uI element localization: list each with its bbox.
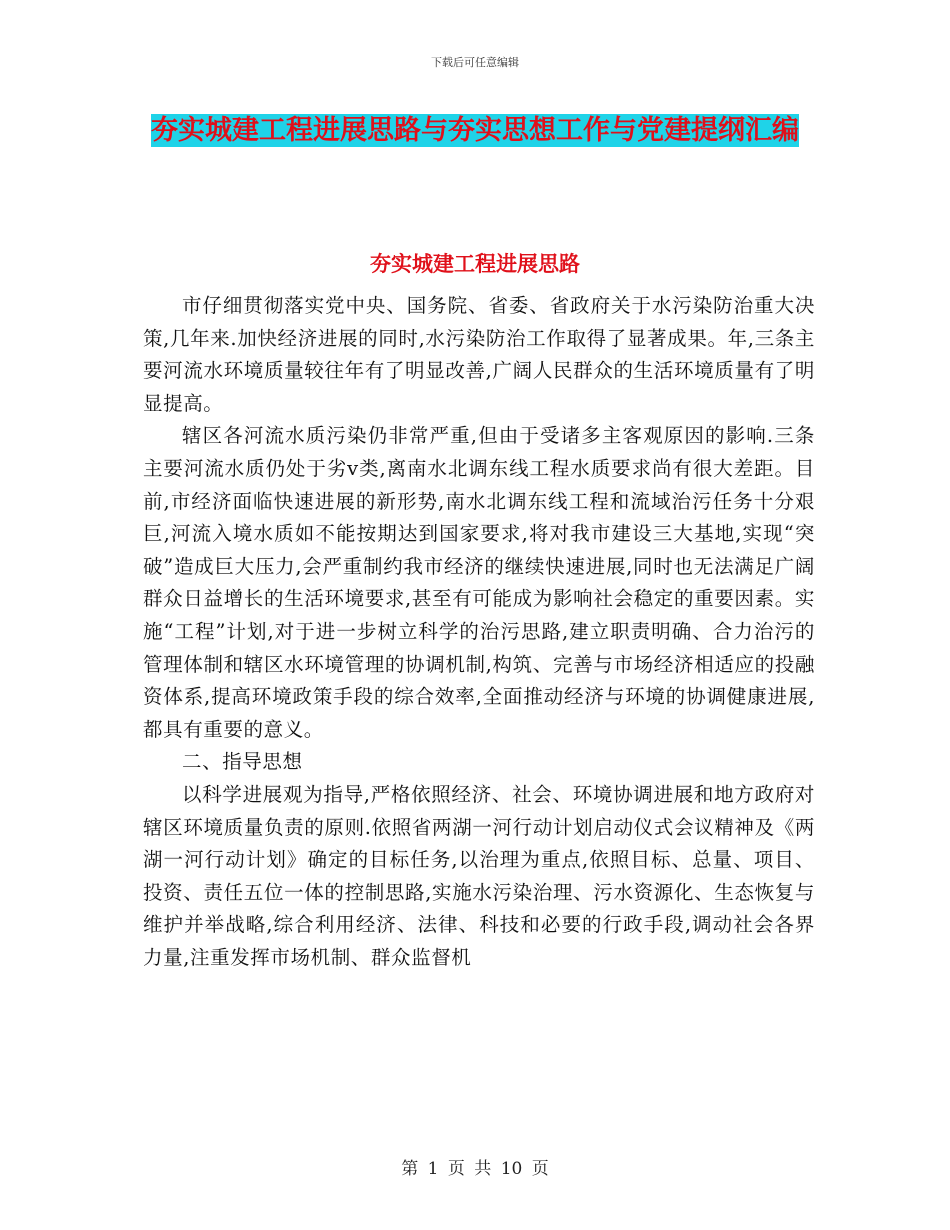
document-body: [143, 290, 815, 974]
body-paragraph-2: 辖区各河流水质污染仍非常严重,但由于受诸多主客观原因的影响.三条主要河流水质仍处于劣ⅴ类,离南水北调东线工程水质要求尚有很大差距。目前,市经济面临快速进展的新形势,南水北调东线工程和流域治污任务十分艰巨,河流入境水质如不能按期达到国家要求,将对我市建设三大基地,实现“突破”造成巨大压力,会严重制约我市经济的继续快速进展,同时也无法满足广阔群众日益增长的生活环境要求,甚至有可能成为影响社会稳定的重要因素。实施“工程”计划,对于进一步树立科学的治污思路,建立职责明确、合力治污的管理体制和辖区水环境管理的协调机制,构筑、完善与市场经济相适应的投融资体系,提高环境政策手段的综合效率,全面推动经济与环境的协调健康进展,都具有重要的意义。: [143, 424, 815, 741]
section-title: 夯实城建工程进展思路: [370, 251, 580, 276]
page-number-footer: 第 1 页 共 10 页: [401, 1159, 549, 1179]
document-title: [150, 108, 800, 154]
body-heading-guiding-thought: 二、指导思想: [182, 750, 303, 774]
body-paragraph-3: 以科学进展观为指导,严格依照经济、社会、环境协调进展和地方政府对辖区环境质量负责的原则.依照省两湖一河行动计划启动仪式会议精神及《两湖一河行动计划》确定的目标任务,以治理为重点,依照目标、总量、项目、投资、责任五位一体的控制思路,实施水污染治理、污水资源化、生态恢复与维护并举战略,综合利用经济、法律、科技和必要的行政手段,调动社会各界力量,注重发挥市场机制、群众监督机: [143, 782, 815, 969]
document-title-text: 夯实城建工程进展思路与夯实思想工作与党建提纲汇编: [151, 115, 799, 146]
page-header-note: 下载后可任意编辑: [431, 56, 519, 69]
body-paragraph-1: 市仔细贯彻落实党中央、国务院、省委、省政府关于水污染防治重大决策,几年来.加快经济进展的同时,水污染防治工作取得了显著成果。年,三条主要河流水环境质量较往年有了明显改善,广阔人民群众的生活环境质量有了明显提高。: [143, 294, 815, 415]
